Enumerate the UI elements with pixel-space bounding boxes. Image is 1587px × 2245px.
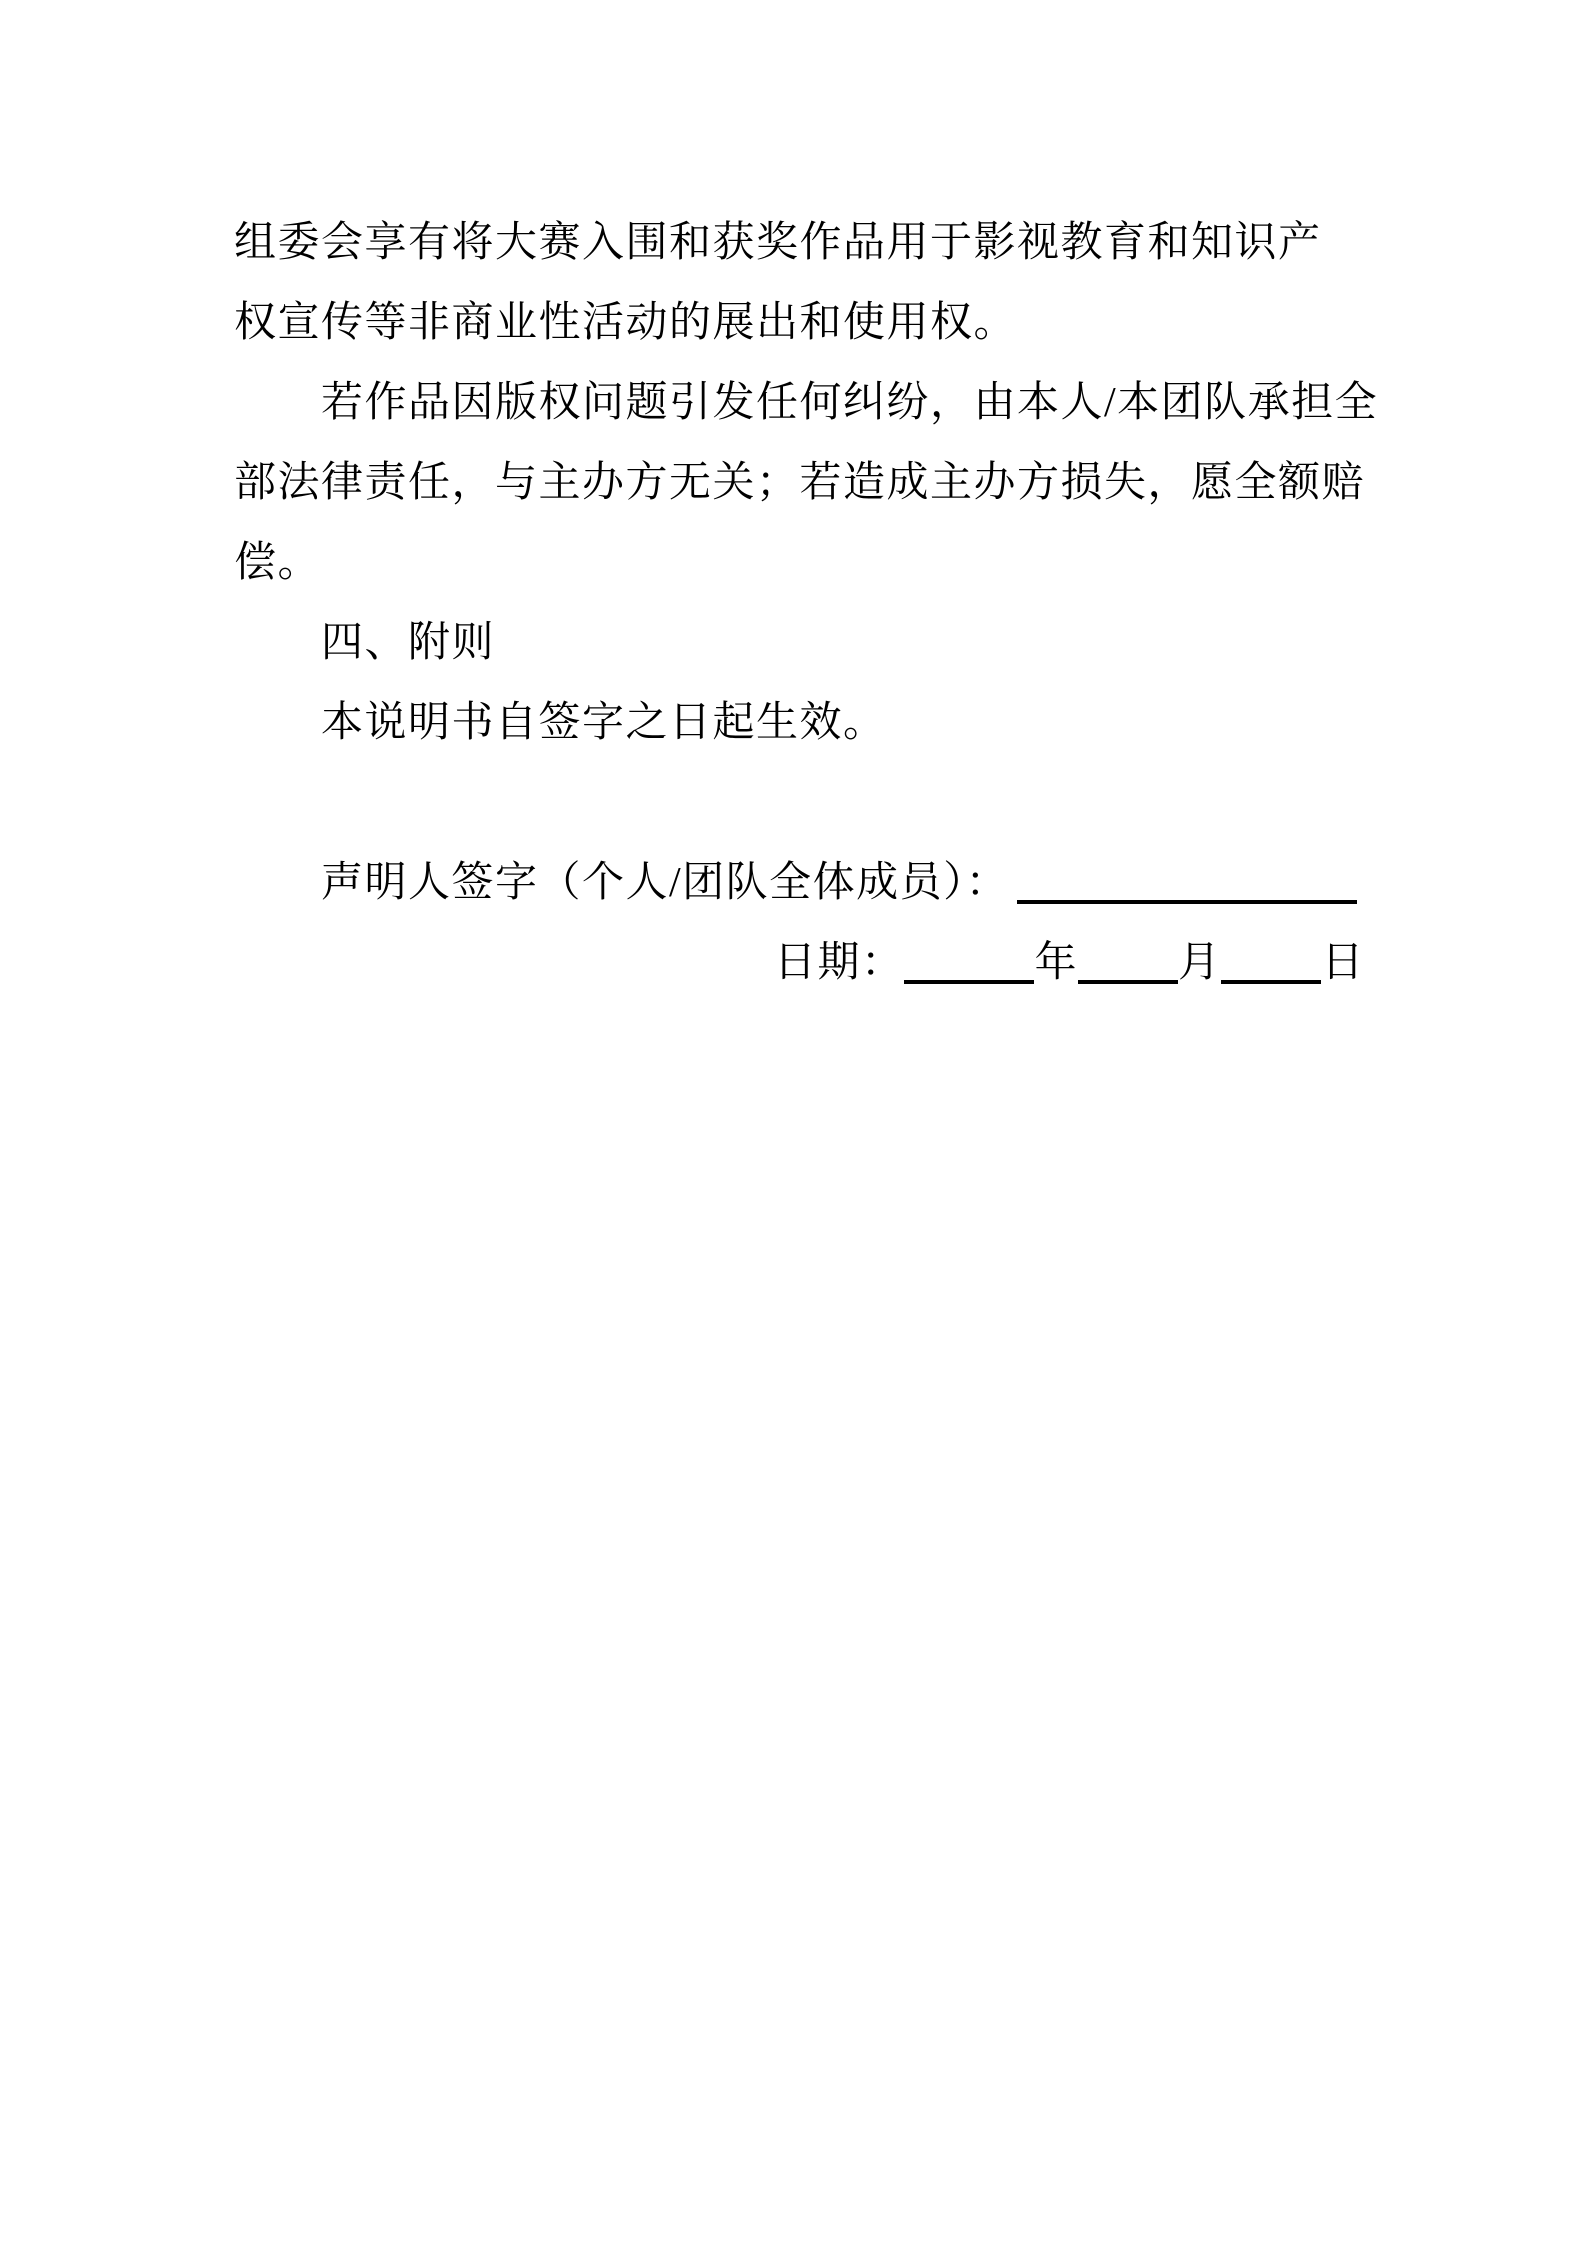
signature-row bbox=[234, 843, 1365, 923]
blank-line-spacer bbox=[234, 763, 1365, 843]
signature-label: 声明人签字（个人/团队全体成员）： bbox=[321, 860, 1010, 906]
month-blank-line bbox=[1078, 980, 1178, 984]
document-content bbox=[234, 203, 1379, 1003]
day-blank-line bbox=[1221, 980, 1321, 984]
paragraph-line: 权宣传等非商业性活动的展出和使用权。 bbox=[234, 300, 1018, 346]
date-label: 日期： bbox=[773, 940, 905, 986]
paragraph-line: 本说明书自签字之日起生效。 bbox=[321, 700, 887, 746]
section-heading: 四、附则 bbox=[321, 620, 496, 666]
paragraph-line: 部法律责任，与主办方无关；若造成主办方损失，愿全额赔 bbox=[234, 460, 1366, 506]
year-blank-line bbox=[904, 980, 1034, 984]
paragraph-line: 组委会享有将大赛入围和获奖作品用于影视教育和知识产 bbox=[234, 220, 1322, 266]
signature-blank-line bbox=[1017, 900, 1357, 904]
month-unit-label: 月 bbox=[1177, 940, 1222, 986]
day-unit-label: 日 bbox=[1321, 940, 1365, 986]
year-unit-label: 年 bbox=[1034, 940, 1078, 986]
paragraph-line: 偿。 bbox=[234, 540, 322, 586]
paragraph-line: 若作品因版权问题引发任何纠纷，由本人/本团队承担全 bbox=[321, 380, 1379, 426]
date-row bbox=[234, 923, 1365, 1003]
